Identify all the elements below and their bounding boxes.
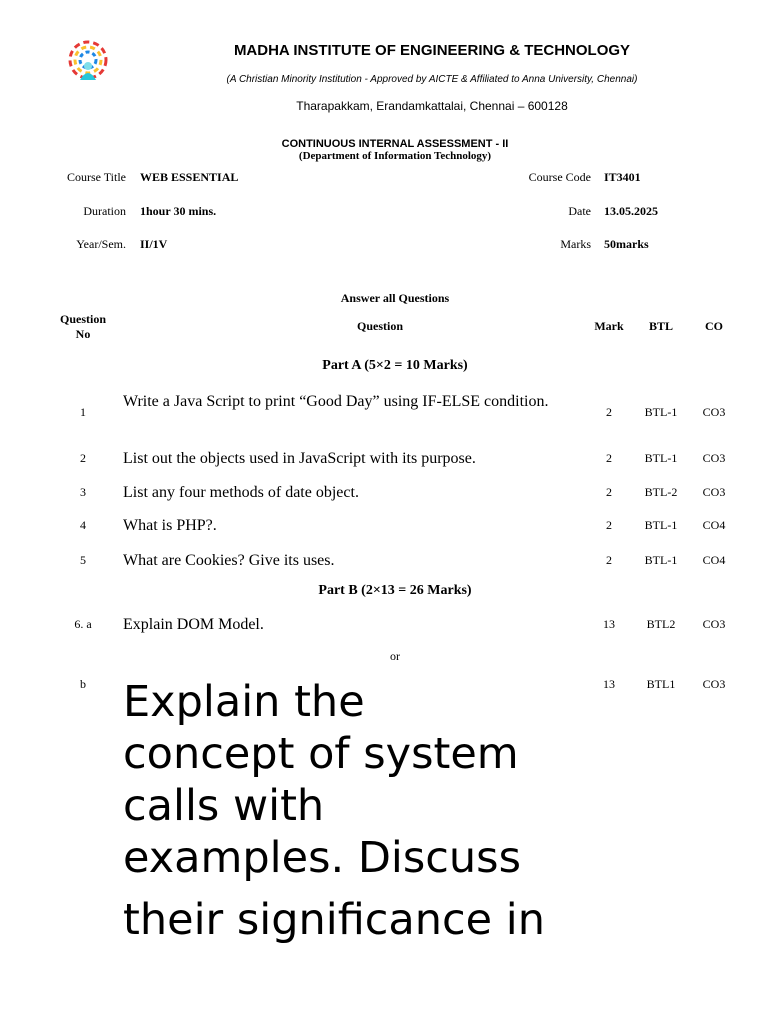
question-text: Write a Java Script to print “Good Day” using IF-ELSE condition. bbox=[123, 393, 549, 410]
question-mark: 13 bbox=[603, 617, 615, 631]
question-co: CO4 bbox=[702, 553, 726, 567]
question-co: CO3 bbox=[702, 451, 726, 465]
question-number: 6. a bbox=[74, 617, 92, 631]
question-line: concept of system bbox=[123, 729, 519, 779]
course-code-value: IT3401 bbox=[604, 170, 641, 184]
department: (Department of Information Technology) bbox=[298, 150, 492, 162]
question-btl: BTL-1 bbox=[644, 451, 678, 465]
question-text: List out the objects used in JavaScript with its purpose. bbox=[123, 450, 476, 467]
question-text: Explain DOM Model. bbox=[123, 616, 264, 633]
question-text: What is PHP?. bbox=[123, 517, 217, 534]
question-line: their significance in bbox=[123, 895, 546, 945]
question-number: 4 bbox=[80, 518, 86, 532]
question-line: Explain the bbox=[123, 677, 365, 727]
question-number: b bbox=[80, 677, 86, 691]
question-text: List any four methods of date object. bbox=[123, 484, 359, 501]
header-question-no bbox=[48, 312, 118, 342]
part-a-title: Part A (5×2 = 10 Marks) bbox=[322, 358, 468, 373]
header-btl: BTL bbox=[648, 319, 673, 333]
question-co: CO3 bbox=[702, 677, 726, 691]
question-co: CO3 bbox=[702, 485, 726, 499]
question-number: 3 bbox=[80, 485, 86, 499]
question-mark: 13 bbox=[603, 677, 615, 691]
question-line: calls with bbox=[123, 781, 325, 831]
question-btl: BTL-1 bbox=[644, 518, 678, 532]
institution-address: Tharapakkam, Erandamkattalai, Chennai – 600128 bbox=[296, 99, 568, 113]
question-btl: BTL1 bbox=[646, 677, 676, 691]
or-separator: or bbox=[390, 649, 400, 663]
question-number: 1 bbox=[80, 405, 86, 419]
header-question: Question bbox=[356, 319, 403, 333]
part-b-title: Part B (2×13 = 26 Marks) bbox=[318, 583, 472, 598]
course-title-value: WEB ESSENTIAL bbox=[140, 170, 239, 184]
question-btl: BTL-2 bbox=[644, 485, 678, 499]
instructions: Answer all Questions bbox=[340, 291, 450, 305]
header-question-no-line2: No bbox=[75, 327, 91, 341]
question-text: What are Cookies? Give its uses. bbox=[123, 552, 335, 569]
exam-title: CONTINUOUS INTERNAL ASSESSMENT - II bbox=[281, 138, 509, 150]
year-value: II/1V bbox=[140, 237, 168, 251]
marks-label: Marks bbox=[560, 237, 591, 251]
question-number: 5 bbox=[80, 553, 86, 567]
question-text-large bbox=[123, 676, 593, 946]
question-mark: 2 bbox=[606, 405, 612, 419]
question-btl: BTL-1 bbox=[644, 405, 678, 419]
course-code-label: Course Code bbox=[528, 170, 591, 184]
question-mark: 2 bbox=[606, 451, 612, 465]
year-label: Year/Sem. bbox=[76, 237, 126, 251]
course-title-label: Course Title bbox=[66, 170, 126, 184]
duration-value: 1hour 30 mins. bbox=[140, 204, 217, 218]
question-co: CO4 bbox=[702, 518, 726, 532]
date-value: 13.05.2025 bbox=[604, 204, 658, 218]
institution-logo bbox=[64, 40, 112, 84]
question-mark: 2 bbox=[606, 518, 612, 532]
marks-value: 50marks bbox=[604, 237, 649, 251]
question-mark: 2 bbox=[606, 553, 612, 567]
header-co: CO bbox=[705, 319, 723, 333]
header-mark: Mark bbox=[594, 319, 624, 333]
question-co: CO3 bbox=[702, 617, 726, 631]
header-question-no-line1: Question bbox=[59, 312, 106, 326]
question-co: CO3 bbox=[702, 405, 726, 419]
date-label: Date bbox=[568, 204, 591, 218]
question-number: 2 bbox=[80, 451, 86, 465]
institution-subtitle: (A Christian Minority Institution - Approved by AICTE & Affiliated to Anna University, Chennai) bbox=[226, 74, 638, 85]
question-btl: BTL2 bbox=[646, 617, 676, 631]
duration-label: Duration bbox=[83, 204, 126, 218]
question-btl: BTL-1 bbox=[644, 553, 678, 567]
question-mark: 2 bbox=[606, 485, 612, 499]
institution-name: MADHA INSTITUTE OF ENGINEERING & TECHNOLOGY bbox=[233, 42, 631, 59]
question-line: examples. Discuss bbox=[123, 833, 521, 883]
